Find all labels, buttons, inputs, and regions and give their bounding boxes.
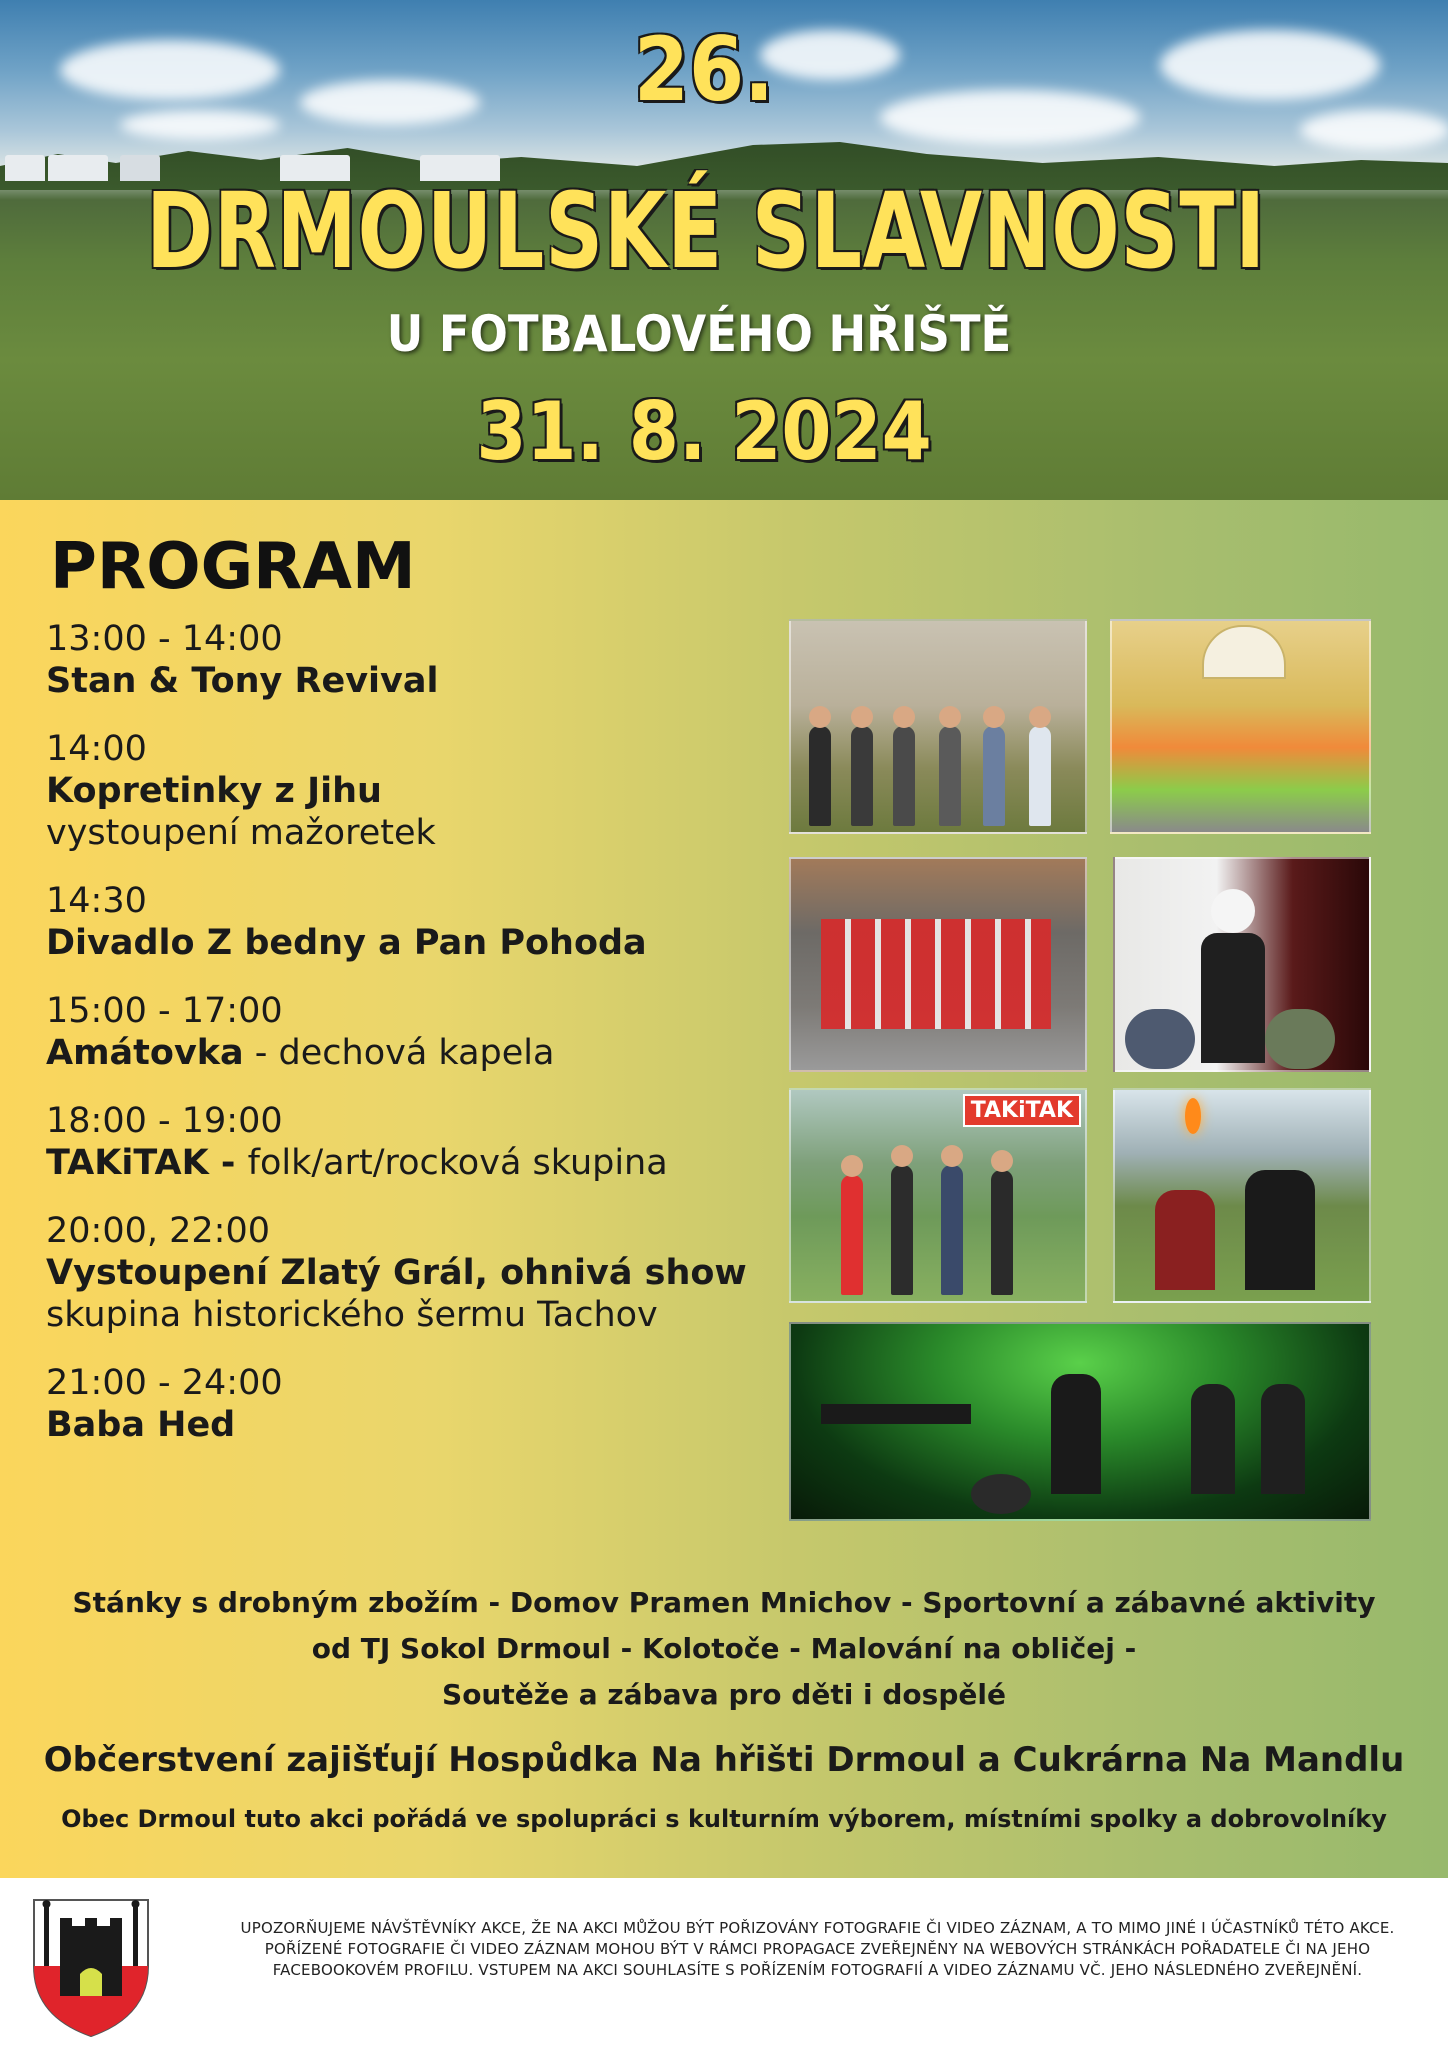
schedule-time: 14:30 xyxy=(46,881,147,921)
activities-line: od TJ Sokol Drmoul - Kolotoče - Malování na obličej - xyxy=(311,1632,1137,1665)
photo-divadlo-z-bedny xyxy=(789,857,1087,1072)
photo-baba-hed xyxy=(789,1322,1371,1521)
program-section xyxy=(0,500,1448,1878)
schedule-time: 14:00 xyxy=(46,729,147,769)
schedule-description: - dechová kapela xyxy=(243,1033,555,1073)
schedule-item xyxy=(46,1362,776,1446)
event-date: 31. 8. 2024 xyxy=(476,385,932,478)
event-title: DRMOULSKÉ SLAVNOSTI xyxy=(146,170,1266,292)
village-crest-icon xyxy=(30,1896,152,2038)
schedule-list xyxy=(46,618,776,1472)
activities-line: Soutěže a zábava pro děti i dospělé xyxy=(442,1678,1006,1711)
schedule-time: 20:00, 22:00 xyxy=(46,1211,270,1251)
header-banner xyxy=(0,0,1448,500)
photo-stan-tony-revival xyxy=(789,619,1087,834)
event-location: U FOTBALOVÉHO HŘIŠTĚ xyxy=(386,305,1012,363)
schedule-act: Baba Hed xyxy=(46,1405,236,1445)
schedule-time: 18:00 - 19:00 xyxy=(46,1101,283,1141)
schedule-act: TAKiTAK - xyxy=(46,1143,248,1183)
schedule-item xyxy=(46,618,776,702)
schedule-act: Kopretinky z Jihu xyxy=(46,771,382,811)
schedule-act: Amátovka xyxy=(46,1033,244,1073)
photo-majorettes xyxy=(1110,619,1371,834)
schedule-act: Vystoupení Zlatý Grál, ohnivá show xyxy=(46,1253,747,1293)
schedule-item xyxy=(46,1100,776,1184)
schedule-time: 13:00 - 14:00 xyxy=(46,619,283,659)
schedule-act: Stan & Tony Revival xyxy=(46,661,439,701)
schedule-item xyxy=(46,728,776,854)
organizer-info: Obec Drmoul tuto akci pořádá ve spolupráci s kulturním výborem, místními spolky a dobrovolníky xyxy=(61,1805,1387,1833)
schedule-description: vystoupení mažoretek xyxy=(46,813,436,853)
refreshments-info: Občerstvení zajišťují Hospůdka Na hřišti Drmoul a Cukrárna Na Mandlu xyxy=(43,1740,1405,1780)
schedule-item xyxy=(46,990,776,1074)
schedule-act: Divadlo Z bedny a Pan Pohoda xyxy=(46,923,647,963)
photo-takitak xyxy=(789,1088,1087,1303)
schedule-time: 15:00 - 17:00 xyxy=(46,991,283,1031)
takitak-label: TAKiTAK xyxy=(963,1094,1081,1127)
schedule-description: folk/art/rocková skupina xyxy=(247,1143,668,1183)
schedule-description: skupina historického šermu Tachov xyxy=(46,1295,658,1335)
activities-info xyxy=(0,1580,1448,1718)
schedule-item xyxy=(46,880,776,964)
photo-consent-notice: UPOZORŇUJEME NÁVŠTĚVNÍKY AKCE, ŽE NA AKCI MŮŽOU BÝT POŘIZOVÁNY FOTOGRAFIE ČI VIDEO ZÁZNAM, A TO MIMO JINÉ I ÚČASTNÍKŮ TÉTO AKCE. POŘÍZENÉ FOTOGRAFIE ČI VIDEO ZÁZNAM MOHOU BÝT V RÁMCI PROPAGACE ZVEŘEJNĚNY NA WEBOVÝCH STRÁNKÁCH POŘADATELE ČI NA JEHO FACEBOOKOVÉM PROFILU. VSTUPEM NA AKCI SOUHLASÍTE S POŘÍZENÍM FOTOGRAFIÍ A VIDEO ZÁZNAMU VČ. JEHO NÁSLEDNÉHO ZVEŘEJNĚNÍ. xyxy=(240,1919,1395,1979)
photo-pan-pohoda xyxy=(1113,857,1371,1072)
activities-line: Stánky s drobným zbožím - Domov Pramen Mnichov - Sportovní a zábavné aktivity xyxy=(72,1586,1376,1619)
footer xyxy=(0,1878,1448,2048)
program-heading: PROGRAM xyxy=(50,530,416,604)
schedule-item xyxy=(46,1210,776,1336)
edition-number: 26. xyxy=(633,18,775,121)
photo-fire-show xyxy=(1113,1088,1371,1303)
schedule-time: 21:00 - 24:00 xyxy=(46,1363,283,1403)
